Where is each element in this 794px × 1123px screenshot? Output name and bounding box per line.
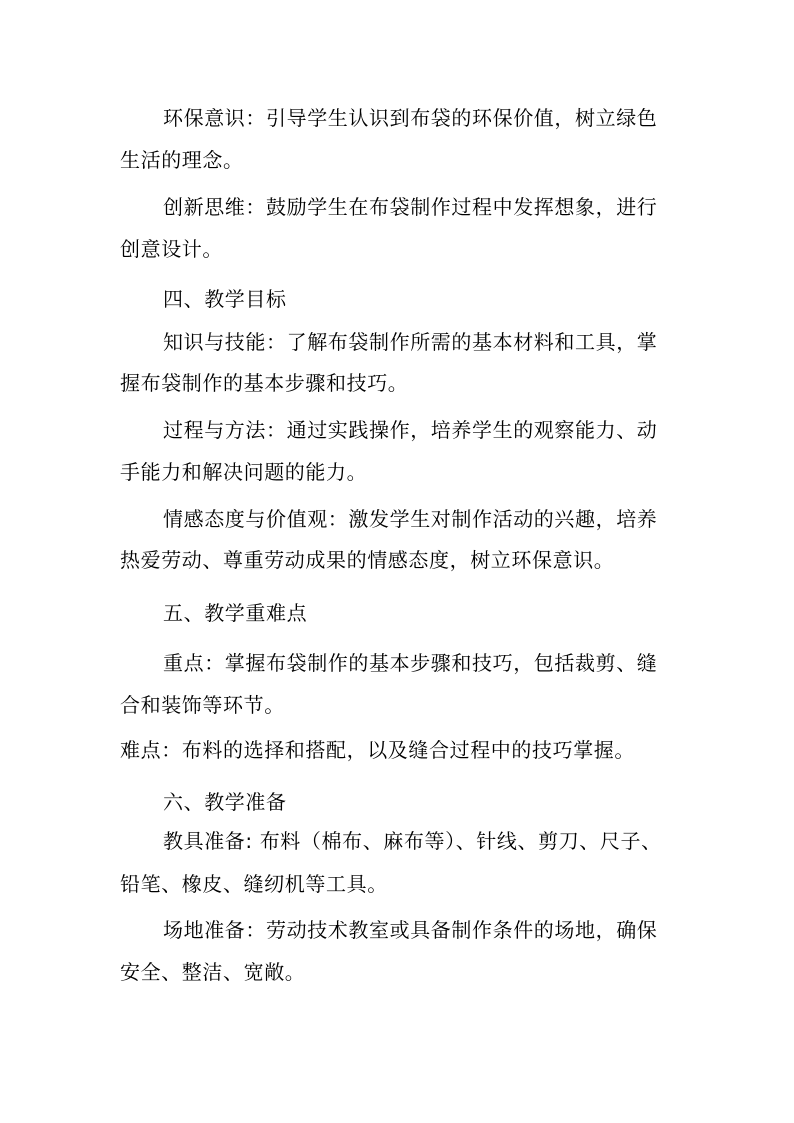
paragraph-line: 安全、整洁、宽敞。 xyxy=(120,960,306,984)
paragraph-line: 生活的理念。 xyxy=(120,148,244,172)
paragraph-line: 环保意识：引导学生认识到布袋的环保价值，树立绿色 xyxy=(163,106,658,130)
paragraph-line: 握布袋制作的基本步骤和技巧。 xyxy=(120,371,409,395)
paragraph-line: 过程与方法：通过实践操作，培养学生的观察能力、动 xyxy=(163,418,658,442)
paragraph-line: 创新思维：鼓励学生在布袋制作过程中发挥想象，进行 xyxy=(163,195,658,219)
paragraph-line: 热爱劳动、尊重劳动成果的情感态度，树立环保意识。 xyxy=(120,548,615,572)
paragraph-line: 合和装饰等环节。 xyxy=(120,693,285,717)
paragraph-line: 手能力和解决问题的能力。 xyxy=(120,460,368,484)
paragraph-line: 创意设计。 xyxy=(120,237,223,261)
section-heading: 五、教学重难点 xyxy=(163,601,308,625)
paragraph-line: 情感态度与价值观：激发学生对制作活动的兴趣，培养 xyxy=(163,507,658,531)
paragraph-line: 场地准备：劳动技术教室或具备制作条件的场地，确保 xyxy=(163,918,658,942)
paragraph-line: 知识与技能：了解布袋制作所需的基本材料和工具，掌 xyxy=(163,330,658,354)
paragraph-line: 难点：布料的选择和搭配，以及缝合过程中的技巧掌握。 xyxy=(120,738,635,762)
section-heading: 六、教学准备 xyxy=(163,790,287,814)
section-heading: 四、教学目标 xyxy=(163,287,287,311)
paragraph-line: 铅笔、橡皮、缝纫机等工具。 xyxy=(120,872,388,896)
paragraph-line: 重点：掌握布袋制作的基本步骤和技巧，包括裁剪、缝 xyxy=(163,651,658,675)
paragraph-line: 教具准备: 布料（棉布、麻布等）、针线、剪刀、尺子、 xyxy=(163,829,662,853)
